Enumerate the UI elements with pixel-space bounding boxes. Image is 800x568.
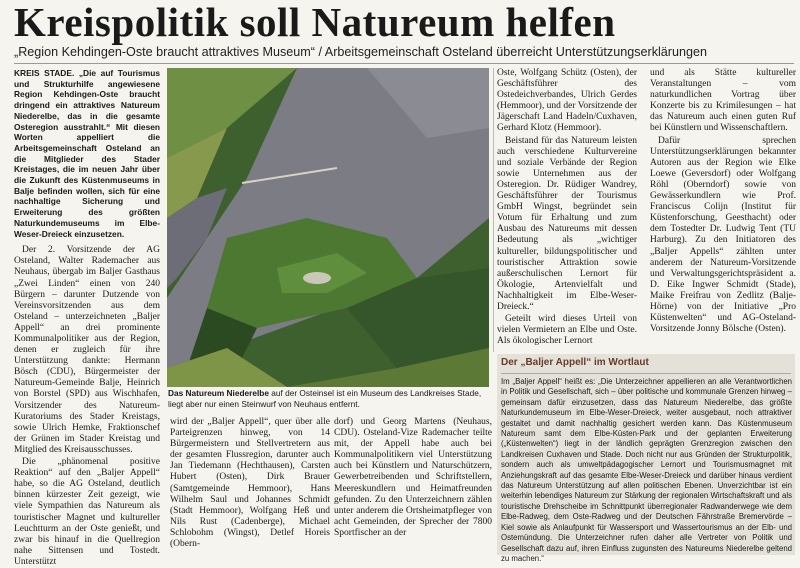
article-column-5: [650, 68, 796, 348]
info-box-title: Der „Baljer Appell“ im Wortlaut: [501, 357, 649, 368]
aerial-river-photo-icon: [167, 68, 489, 387]
photo-caption: [168, 388, 488, 414]
headline-rule: [14, 63, 794, 64]
info-box: [497, 354, 795, 563]
body-paragraph: dorf) und Georg Martens (Neuhaus, CDU). Osteland-Vize Rademacher teilte mit, der Appell habe auch bei Kommunalpolitikern viel Unterstützung auch bei Künstlern und Naturschützern, Gewerbetreibenden und Schriftstellern, Meereskundlern und Heimatfreunden gefunden. Zu den Unterzeichnern zählen unter anderem die Ortsheimatpfleger von acht Gemeinden, der Sprecher der 7800 Sportfischer an der: [334, 417, 492, 538]
body-paragraph: Oste, Wolfgang Schütz (Osten), der Geschäftsführer des Ostedeichverbandes, Ulrich Gerdes (Hemmoor), und der Vorsitzende der Jägerschaft Land Hadeln/Cuxhaven, Gerhard Klotz (Hemmoor).: [497, 68, 637, 134]
caption-bold: Das Natureum Niederelbe: [168, 388, 269, 398]
article-column-2: [170, 417, 330, 555]
info-box-text: Im „Baljer Appell“ heißt es: „Die Unterzeichner appellieren an alle Verantwortlichen in Politik und Gesellschaft, sich – über politische und kommunale Grenzen hinweg – gemeinsam dafür einzusetzen, dass das Natureum Niederelbe, das größte Naturkundemuseum im Elbe-Weser-Dreieck, weiter ausgebaut, noch attraktiver gestaltet und damit nachhaltig gesichert werden kann. Das Küstenmuseum Natureum samt dem Elbe-Küsten-Park und der geplanten Erweiterung („Küstenwelten“) liegt in der ländlich geprägten Grenzregion zwischen den Landkreisen Cuxhaven und Stade. Doch nicht nur aus Gründen der Strukturpolitik, sondern auch als umweltpädagogischer Lernort und Tourismusmagnet mit Anziehungskraft auf das gesamte Elbe-Weser-Dreieck und darüber hinaus verdient das Natureum Unterstützung auf allen politischen Ebenen. Unverzichtbar ist ein weiterhin lebendiges Natureum zur Stärkung der regionalen Wirtschaftskraft und als touristische Drehscheibe im Schnittpunkt überregionaler Radwanderwege wie dem Elbe-Radweg, dem Oste-Radweg und der Deutschen Fährstraße Bremervörde – Kiel sowie als Anlaufpunkt für Wassersport und Wassertourismus an der Elb- und Ostemündung. Die Unterzeichner rufen daher alle Vertreter von Politik und Gesellschaft dazu auf, ihren Einfluss zugunsten des Natureums Niederelbe geltend zu machen.“: [501, 377, 792, 563]
subheadline: „Region Kehdingen-Oste braucht attraktives Museum“ / Arbeitsgemeinschaft Osteland überreicht Unterstützungserklärungen: [14, 45, 708, 59]
article-column-3: [334, 417, 492, 555]
article-column-4: [497, 68, 637, 348]
body-paragraph: Geteilt wird dieses Urteil von vielen Vermietern an Elbe und Oste. Als ökologischer Lernort: [497, 314, 637, 347]
body-paragraph: Der 2. Vorsitzende der AG Osteland, Walter Rademacher aus Neuhaus, übergab im Baljer Gasthaus „Zwei Linden“ einen von 240 Bürgern – darunter Dutzende von Vereinsvorsitzenden aus dem Osteland – unterzeichneten „Baljer Appell“ an drei prominente Kommunalpolitiker aus der Region, denen er zugleich für ihre Unterstützung dankte: Hermann Bösch (CDU), Bürgermeister der Natureum-Gemeinde Balje, Heinrich von Borstel (SPD) aus Wischhafen, Vorsitzender des Natureum-Kuratoriums des Stader Kreistags, sowie Ulrich Hemke, Fraktionschef der Grünen im Stader Kreistag und Mitglied des Kreisausschusses.: [14, 245, 160, 455]
lead-text: „Die auf Tourismus und Strukturhilfe angewiesene Region Kehdingen-Oste braucht dringend ein attraktives Natureum Niederelbe, das in die gesamte Osteregion ausstrahlt.“ Mit diesen Worten appelliert die Arbeitsgemeinschaft Osteland an die Mitglieder des Stader Kreistages, die im neuen Jahr über die Zukunft des Küstenmuseums in Balje befinden wollen, sich für eine nachhaltige Sicherung und Erweiterung des größten Naturkundemuseums im Elbe-Weser-Dreieck einzusetzen.: [14, 68, 160, 239]
body-paragraph: Beistand für das Natureum leisten auch verschiedene Kulturvereine und soziale Verbände der Region sowie Unternehmen aus der Osteregion. Dr. Rüdiger Wandrey, Geschäftsführer der Tourismus GmbH Wingst, begründet sein Votum für Erhaltung und zum Ausbau des Natureums mit dessen Bedeutung als „wichtiger kultureller, bildungspolitischer und touristischer Attraktion sowie außerschulischen Lernort für Ökologie, Artenvielfalt und Nachhaltigkeit im Elbe-Weser-Dreieck.“: [497, 135, 637, 312]
column-divider: [493, 68, 494, 352]
article-column-1: [14, 68, 160, 567]
aerial-photo: [167, 68, 489, 387]
body-paragraph: Die „phänomenal positive Reaktion“ auf den „Baljer Appell“ habe, so die AG Osteland, deutlich binnen kürzester Zeit gezeigt, wie viele Sympathien das Natureum als touristischer Magnet und kultureller Leuchtturm an der Oste genießt, und zwar bis hinauf in die Quellregion nahe Sittensen und Tostedt. Unterstützt: [14, 457, 160, 567]
body-paragraph: wird der „Baljer Appell“, quer über alle Parteigrenzen hinweg, von 14 Bürgermeistern und Stellvertretern aus der gesamten Flussregion, darunter auch Jan Tiedemann (Hechthausen), Carsten Hubert (Osten), Dirk Brauer (Samtgemeinde Hemmoor), Hans Wilhelm Saul und Johannes Schmidt (Stadt Hemmoor), Wolfgang Heß und Nils Rust (Cadenberge), Michael Schlobohm (Wingst), Detlef Horeis (Obern-: [170, 417, 330, 550]
lead-paragraph: [14, 68, 160, 239]
headline: Kreispolitik soll Natureum helfen: [14, 0, 616, 45]
body-paragraph: Dafür sprechen Unterstützungserklärungen bekannter Autoren aus der Region wie Elke Loewe (Geversdorf) oder Wolfgang Röhl (Oberndorf) sowie von Gewässerkundlern wie Prof. Franciscus Colijn (Institut für Küstenforschung, Geesthacht) oder dem Tostedter Dr. Ludwig Tent (TU Harburg). Zu den Initiatoren des „Baljer Appells“ zählten unter anderem der Natureum-Vorsitzende und Verwaltungsgerichtspräsident a. D. Eike Ingwer Schmidt (Stade), Maike Freifrau von Zedlitz (Balje-Hörne) von der Initiative „Pro Küstenwelten“ und AG-Osteland-Vorsitzende Jonny Bölsche (Osten).: [650, 135, 796, 335]
dateline: KREIS STADE.: [14, 68, 75, 78]
info-box-rule: [501, 373, 791, 374]
body-paragraph: und als Stätte kultureller Veranstaltungen – vom naturkundlichen Vortrag über Konzerte bis zu Krimilesungen – hat das Natureum auch einen guten Ruf bei Künstlern und Wissenschaftlern.: [650, 68, 796, 134]
caption-text: auf der Osteinsel ist ein Museum des Landkreises Stade, liegt aber nur einen Steinwurf von Neuhaus entfernt.: [168, 388, 482, 409]
